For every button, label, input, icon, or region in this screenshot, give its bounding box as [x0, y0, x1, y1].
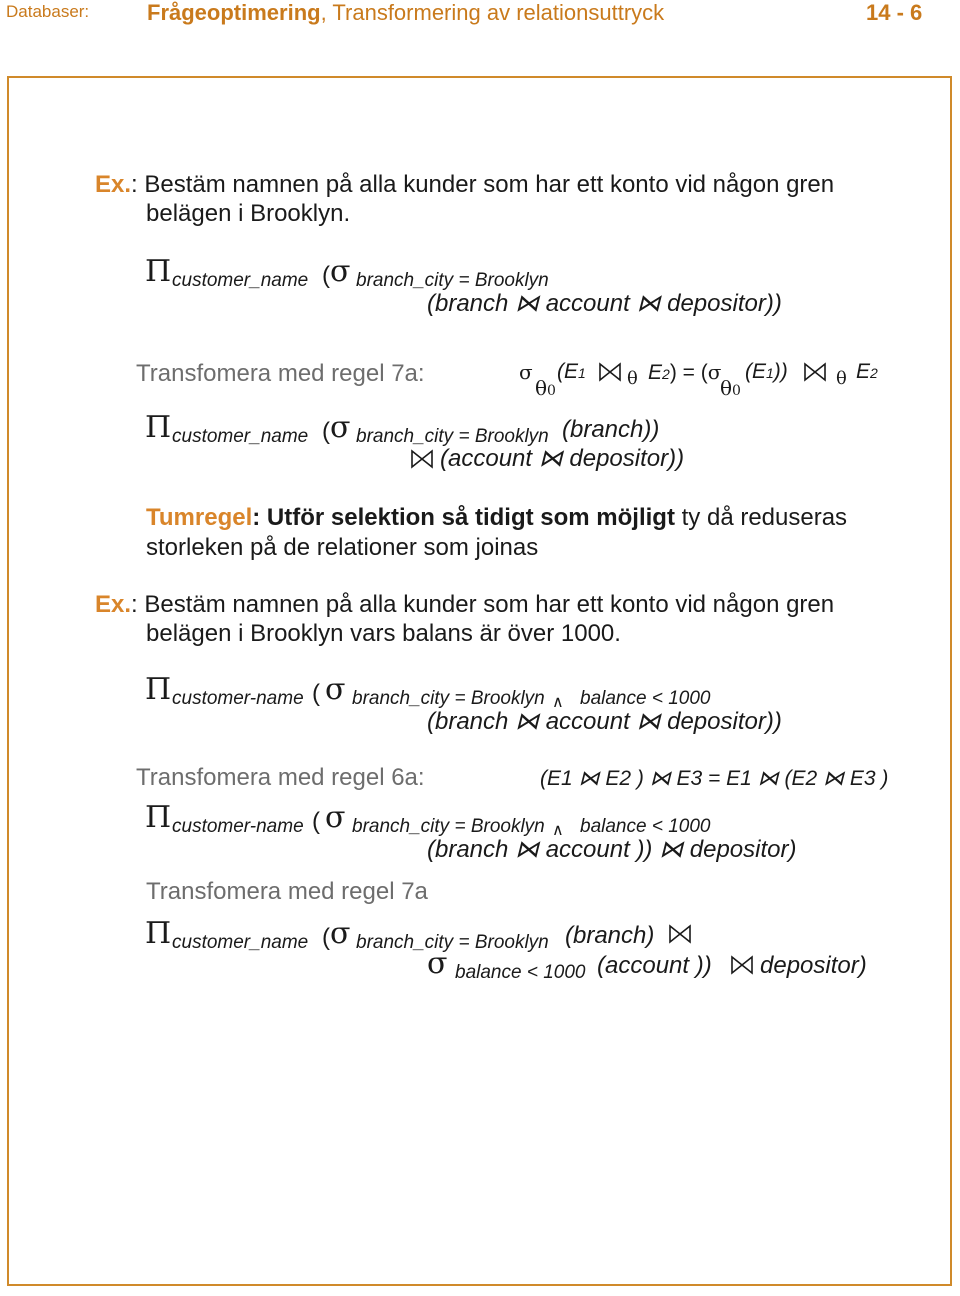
example-text: : Bestäm namnen på alla kunder som har ett konto vid någon gren: [131, 171, 835, 198]
rule-of-thumb-rest: ty då reduseras: [674, 504, 848, 531]
expr5-open: (: [322, 924, 330, 951]
expr2-join: (account ⋈ depositor)): [440, 445, 685, 472]
expr1-join: (branch ⋈ account ⋈ depositor)): [427, 290, 782, 317]
expr4-pi: Π: [145, 800, 172, 835]
title-main: Frågeoptimering: [147, 0, 321, 25]
expr5-account: (account )): [597, 952, 712, 979]
rule7a-rhs: E2) = (σ: [648, 360, 722, 384]
expr4-sigma: σ: [325, 800, 346, 835]
rule6a-label: Transfomera med regel 6a:: [136, 764, 425, 791]
bowtie-icon: [803, 362, 827, 387]
rule-of-thumb-line-2: storleken på de relationer som joinas: [146, 534, 539, 561]
expr5-cond: branch_city = Brooklyn: [356, 932, 549, 953]
rule7a-theta0-sub-2: θ0: [720, 376, 741, 400]
rule7a-theta-2: θ: [836, 368, 847, 389]
expr2-branch: (branch)): [562, 416, 660, 443]
expr1-pi: Π: [145, 254, 172, 289]
expr5-pi-sub: customer_name: [172, 932, 309, 953]
expr5-sigma2-cond: balance < 1000: [455, 962, 586, 983]
expr2-pi: Π: [145, 410, 172, 445]
expr2-cond: branch_city = Brooklyn: [356, 426, 549, 447]
and-icon: ∧: [552, 822, 564, 839]
expr5-depositor: depositor): [760, 952, 867, 979]
rule7a-e1: (E1)): [745, 360, 788, 383]
expr3-join: (branch ⋈ account ⋈ depositor)): [427, 708, 782, 735]
rule7a-lhs: (E1: [557, 360, 586, 383]
expr3-cond-a: branch_city = Brooklyn: [352, 688, 545, 709]
example-2-line-2: belägen i Brooklyn vars balans är över 1000.: [146, 620, 621, 647]
rule7a-e2: E2: [856, 360, 878, 383]
rule7a-formula: σ: [519, 360, 533, 384]
title-rest: , Transformering av relationsuttryck: [320, 0, 665, 25]
expr4-pi-sub: customer-name: [172, 816, 304, 837]
expr3-sigma: σ: [325, 672, 346, 707]
expr5-sigma-2: σ: [427, 946, 448, 981]
expr3-pi-sub: customer-name: [172, 688, 304, 709]
example-label: Ex.: [95, 171, 132, 198]
expr2-sigma: σ: [330, 410, 351, 445]
expr4-open: (: [312, 808, 320, 835]
rule7a-label: Transfomera med regel 7a:: [136, 360, 425, 387]
rule7a-theta0-sub: θ0: [535, 376, 556, 400]
expr1-open-paren: (: [322, 262, 330, 289]
bowtie-icon: [668, 924, 692, 949]
expr4-cond-b: balance < 1000: [580, 816, 711, 837]
bowtie-icon: [730, 955, 754, 980]
expr4-join: (branch ⋈ account )) ⋈ depositor): [427, 836, 797, 863]
expr3-cond-b: balance < 1000: [580, 688, 711, 709]
expr3-pi: Π: [145, 672, 172, 707]
page-number: 14 - 6: [866, 0, 923, 25]
rule7a-theta: θ: [627, 368, 638, 389]
expr5-sigma: σ: [330, 916, 351, 951]
rule7a-2-label: Transfomera med regel 7a: [146, 878, 428, 905]
example-text: : Bestäm namnen på alla kunder som har ett konto vid någon gren: [131, 591, 835, 618]
expr5-branch: (branch): [565, 922, 655, 949]
rule6a-formula: (E1 ⋈ E2 ) ⋈ E3 = E1 ⋈ (E2 ⋈ E3 ): [540, 767, 889, 790]
expr1-pi-sub: customer_name: [172, 270, 309, 291]
expr2-open: (: [322, 418, 330, 445]
rule-of-thumb-label: Tumregel: [146, 504, 253, 531]
expr2-pi-sub: customer_name: [172, 426, 309, 447]
course-label: Databaser:: [6, 2, 90, 21]
rule-of-thumb-line-1: Tumregel: Utför selektion så tidigt som möjligt ty då reduseras: [146, 504, 848, 531]
example-label: Ex.: [95, 591, 132, 618]
and-icon: ∧: [552, 694, 564, 711]
page-title: [147, 0, 664, 26]
bowtie-icon: [598, 362, 622, 387]
example-1-line-1: [95, 171, 834, 199]
expr1-cond: branch_city = Brooklyn: [356, 270, 549, 291]
rule-of-thumb-bold: Utför selektion så tidigt som möjligt: [266, 504, 675, 531]
example-1-line-2: belägen i Brooklyn.: [146, 200, 351, 227]
expr4-cond-a: branch_city = Brooklyn: [352, 816, 545, 837]
bowtie-icon: [410, 449, 434, 474]
expr3-open: (: [312, 680, 320, 707]
expr1-sigma: σ: [330, 254, 351, 289]
expr5-pi: Π: [145, 916, 172, 951]
example-2-line-1: [95, 591, 834, 619]
